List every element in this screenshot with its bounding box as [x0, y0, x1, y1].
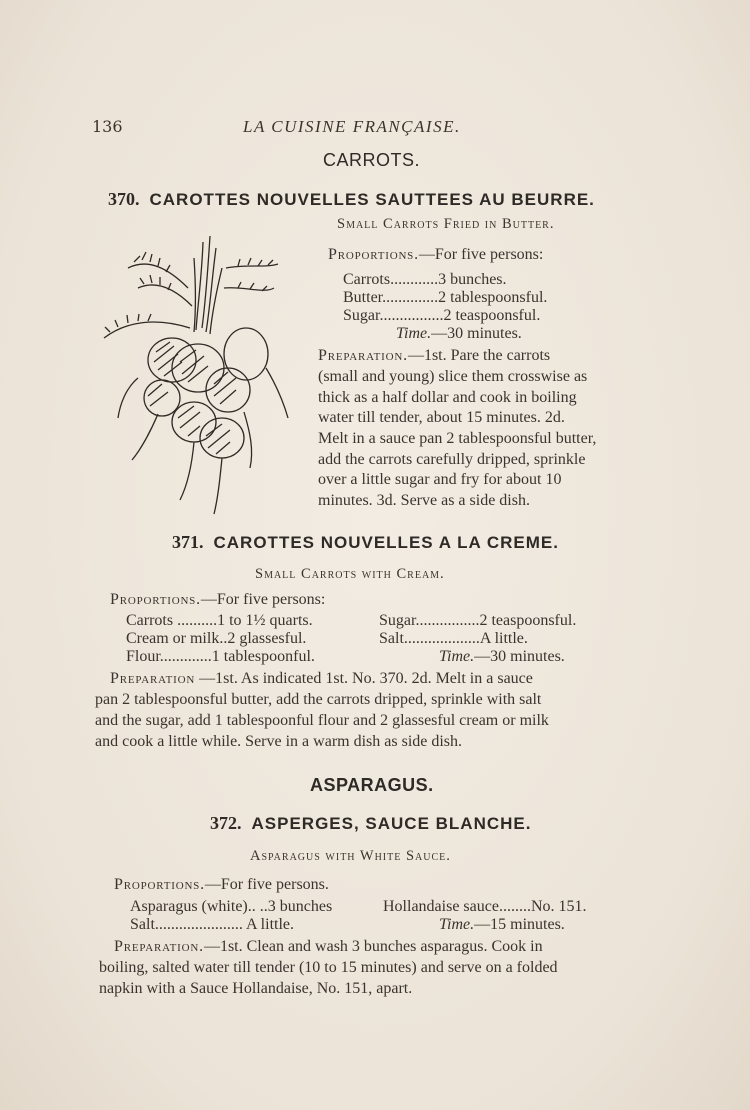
ingredient-line: Asparagus (white).. ..3 bunches: [130, 898, 333, 915]
ingredient-line: Sugar................2 teaspoonsful.: [343, 307, 541, 324]
recipe-371-preparation-line-1: [110, 670, 533, 688]
preparation-text: —1st. As indicated 1st. No. 370. 2d. Melt in a sauce: [195, 670, 533, 687]
ingredient-line: Salt...................... A little.: [130, 916, 295, 933]
recipe-370-title: CAROTTES NOUVELLES SAUTTEES AU BEURRE.: [149, 190, 595, 209]
recipe-372-heading: [210, 813, 531, 834]
ingredient-line: Cream or milk..2 glassesful.: [126, 630, 307, 647]
recipe-371-number: 371.: [172, 532, 204, 552]
time-value: —30 minutes.: [431, 325, 522, 342]
running-title: LA CUISINE FRANÇAISE.: [243, 117, 461, 136]
preparation-line: minutes. 3d. Serve as a side dish.: [318, 492, 530, 509]
ingredient-line: Salt...................A little.: [379, 630, 528, 647]
recipe-371-time: [439, 648, 565, 666]
recipe-372-title: ASPERGES, SAUCE BLANCHE.: [251, 814, 532, 833]
preparation-line: water till tender, about 15 minutes. 2d.: [318, 409, 565, 426]
recipe-371-subtitle: Small Carrots with Cream.: [255, 566, 445, 582]
recipe-370-number: 370.: [108, 189, 140, 209]
time-label: Time.: [396, 325, 432, 342]
time-value: —15 minutes.: [474, 916, 565, 933]
ingredient-line: Hollandaise sauce........No. 151.: [383, 898, 587, 915]
time-value: —30 minutes.: [474, 648, 565, 665]
recipe-372-time: [439, 916, 565, 934]
proportions-text: —For five persons.: [204, 876, 329, 893]
time-label: Time.: [439, 916, 475, 933]
preparation-line: over a little sugar and fry for about 10: [318, 471, 562, 488]
page-number: 136: [92, 117, 123, 136]
preparation-label: Preparation: [110, 670, 196, 687]
proportions-label: Proportions.: [114, 876, 205, 893]
preparation-line: Melt in a sauce pan 2 tablespoonsful butter,: [318, 430, 597, 447]
preparation-label: Preparation.: [114, 938, 204, 955]
preparation-line: napkin with a Sauce Hollandaise, No. 151, apart.: [99, 980, 413, 997]
ingredient-line: Flour.............1 tablespoonful.: [126, 648, 315, 665]
section-title-asparagus: ASPARAGUS.: [310, 775, 434, 795]
ingredient-line: Carrots ..........1 to 1½ quarts.: [126, 612, 313, 629]
recipe-372-proportions: [114, 876, 329, 894]
ingredient-line: Sugar................2 teaspoonsful.: [379, 612, 577, 629]
preparation-text: —1st. Clean and wash 3 bunches asparagus. Cook in: [203, 938, 543, 955]
ingredient-line: Carrots............3 bunches.: [343, 271, 507, 288]
preparation-line: add the carrots carefully dripped, sprinkle: [318, 451, 586, 468]
preparation-line: and the sugar, add 1 tablespoonful flour and 2 glassesful cream or milk: [95, 712, 549, 729]
preparation-line: and cook a little while. Serve in a warm dish as side dish.: [95, 733, 463, 750]
proportions-label: Proportions.: [328, 246, 419, 263]
time-label: Time.: [439, 648, 475, 665]
preparation-line: boiling, salted water till tender (10 to 15 minutes) and serve on a folded: [99, 959, 558, 976]
preparation-line: (small and young) slice them crosswise as: [318, 368, 588, 385]
recipe-370-preparation-line-1: [318, 347, 550, 365]
recipe-371-heading: [172, 532, 559, 553]
recipe-370-proportions: [328, 246, 543, 264]
recipe-370-time: [396, 325, 522, 343]
ingredient-line: Butter..............2 tablespoonsful.: [343, 289, 548, 306]
preparation-line: pan 2 tablespoonsful butter, add the carrots dripped, sprinkle with salt: [95, 691, 542, 708]
preparation-label: Preparation.: [318, 347, 408, 364]
recipe-372-preparation-line-1: [114, 938, 543, 956]
proportions-text: —For five persons:: [200, 591, 326, 608]
recipe-372-number: 372.: [210, 813, 242, 833]
recipe-370-subtitle: Small Carrots Fried in Butter.: [337, 216, 555, 232]
carrot-bunch-illustration: [98, 228, 294, 518]
recipe-370-heading: [108, 189, 595, 210]
recipe-371-title: CAROTTES NOUVELLES A LA CREME.: [213, 533, 559, 552]
preparation-text: —1st. Pare the carrots: [407, 347, 551, 364]
proportions-label: Proportions.: [110, 591, 201, 608]
proportions-text: —For five persons:: [418, 246, 544, 263]
recipe-372-subtitle: Asparagus with White Sauce.: [250, 848, 451, 864]
preparation-line: thick as a half dollar and cook in boiling: [318, 389, 577, 406]
section-title-carrots: CARROTS.: [323, 150, 421, 170]
recipe-371-proportions: [110, 591, 325, 609]
